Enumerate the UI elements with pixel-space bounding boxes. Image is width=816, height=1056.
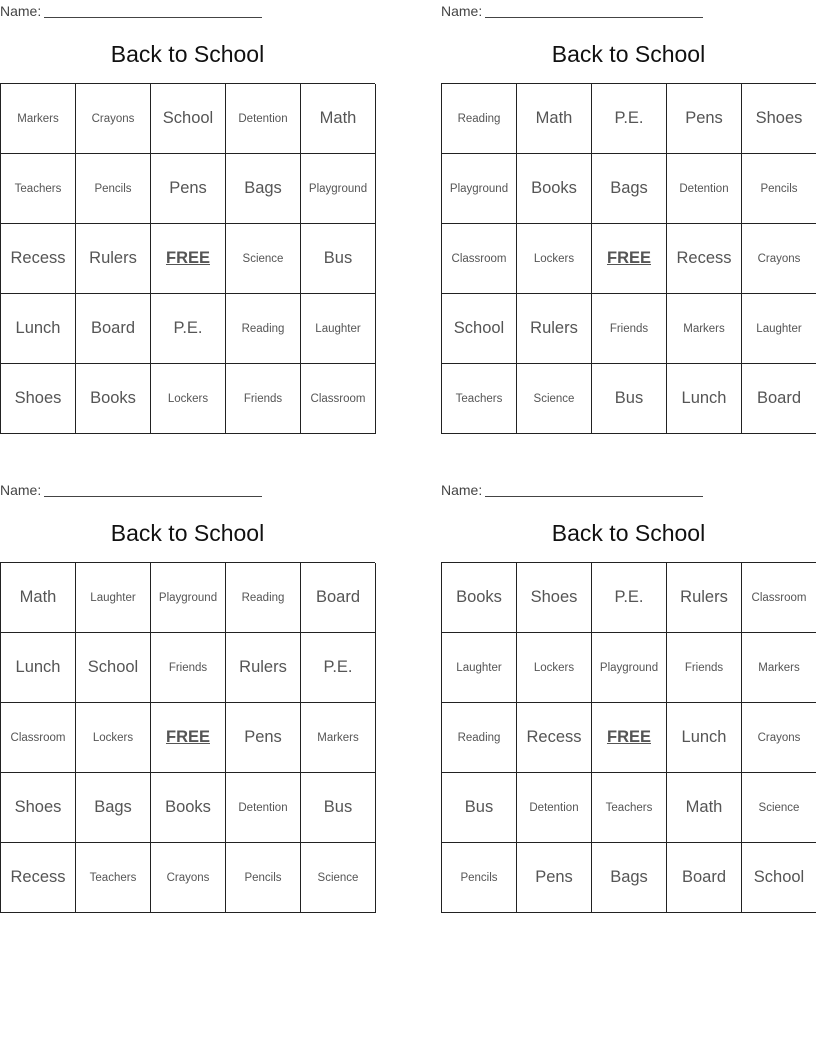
bingo-cell[interactable]: P.E.	[592, 563, 667, 633]
bingo-cell[interactable]: Markers	[1, 84, 76, 154]
bingo-cell[interactable]: Reading	[442, 84, 517, 154]
bingo-card-3	[0, 479, 375, 913]
bingo-cell[interactable]: Friends	[667, 633, 742, 703]
bingo-cell[interactable]: Pens	[667, 84, 742, 154]
bingo-cell[interactable]: Lunch	[1, 294, 76, 364]
bingo-cell[interactable]: Board	[76, 294, 151, 364]
bingo-cell[interactable]: School	[76, 633, 151, 703]
name-field[interactable]	[0, 479, 375, 501]
bingo-cell[interactable]: Pens	[151, 154, 226, 224]
bingo-cell[interactable]: School	[442, 294, 517, 364]
name-field[interactable]	[441, 0, 816, 22]
bingo-cell[interactable]: Shoes	[1, 773, 76, 843]
bingo-cell[interactable]: Science	[742, 773, 816, 843]
bingo-cell[interactable]: Pencils	[226, 843, 301, 913]
bingo-cell[interactable]: Teachers	[1, 154, 76, 224]
bingo-cell[interactable]: Pencils	[76, 154, 151, 224]
bingo-cell[interactable]: School	[151, 84, 226, 154]
bingo-cell[interactable]: Playground	[592, 633, 667, 703]
bingo-grid	[0, 83, 375, 434]
bingo-cell[interactable]: Detention	[226, 773, 301, 843]
bingo-cell[interactable]: Playground	[151, 563, 226, 633]
bingo-cell[interactable]: Bus	[301, 773, 376, 843]
bingo-cell[interactable]: Bus	[301, 224, 376, 294]
bingo-cell[interactable]: Markers	[742, 633, 816, 703]
bingo-cell[interactable]: Classroom	[301, 364, 376, 434]
bingo-cell[interactable]: Friends	[592, 294, 667, 364]
bingo-cell[interactable]: Reading	[226, 294, 301, 364]
bingo-cell[interactable]: Recess	[1, 843, 76, 913]
bingo-grid	[441, 562, 816, 913]
bingo-cell[interactable]: Playground	[442, 154, 517, 224]
bingo-cell[interactable]: Crayons	[76, 84, 151, 154]
free-space-cell[interactable]: FREE	[592, 703, 667, 773]
bingo-cell[interactable]: Bags	[226, 154, 301, 224]
bingo-cell[interactable]: Bus	[442, 773, 517, 843]
bingo-cell[interactable]: Detention	[226, 84, 301, 154]
bingo-cell[interactable]: Books	[151, 773, 226, 843]
bingo-cell[interactable]: Recess	[667, 224, 742, 294]
bingo-cell[interactable]: Math	[301, 84, 376, 154]
bingo-cell[interactable]: Math	[667, 773, 742, 843]
free-space-cell[interactable]: FREE	[151, 224, 226, 294]
name-label: Name:	[441, 482, 483, 498]
name-blank-line[interactable]	[44, 479, 262, 497]
name-field[interactable]	[441, 479, 816, 501]
card-title: Back to School	[551, 41, 706, 67]
bingo-cell[interactable]: Bus	[592, 364, 667, 434]
bingo-cell[interactable]: Books	[76, 364, 151, 434]
bingo-cell[interactable]: Books	[442, 563, 517, 633]
bingo-cell[interactable]: Crayons	[742, 224, 816, 294]
bingo-cell[interactable]: School	[742, 843, 816, 913]
bingo-cell[interactable]: Laughter	[442, 633, 517, 703]
bingo-cell[interactable]: Detention	[517, 773, 592, 843]
name-blank-line[interactable]	[44, 0, 262, 18]
bingo-cell[interactable]: Laughter	[742, 294, 816, 364]
bingo-cell[interactable]: Crayons	[151, 843, 226, 913]
bingo-cell[interactable]: Markers	[301, 703, 376, 773]
bingo-card-2	[441, 0, 816, 434]
name-label: Name:	[0, 482, 42, 498]
bingo-cell[interactable]: Bags	[76, 773, 151, 843]
bingo-cell[interactable]: Crayons	[742, 703, 816, 773]
bingo-cell[interactable]: Friends	[226, 364, 301, 434]
bingo-cell[interactable]: Rulers	[667, 563, 742, 633]
name-blank-line[interactable]	[485, 0, 703, 18]
bingo-grid	[441, 83, 816, 434]
bingo-cell[interactable]: Reading	[442, 703, 517, 773]
bingo-cell[interactable]: Science	[301, 843, 376, 913]
bingo-cell[interactable]: Science	[226, 224, 301, 294]
bingo-cell[interactable]: Pens	[226, 703, 301, 773]
bingo-cell[interactable]: Teachers	[76, 843, 151, 913]
card-title: Back to School	[551, 520, 706, 546]
bingo-cell[interactable]: Books	[517, 154, 592, 224]
name-field[interactable]	[0, 0, 375, 22]
bingo-cell[interactable]: Math	[517, 84, 592, 154]
bingo-cell[interactable]: Playground	[301, 154, 376, 224]
bingo-card-4	[441, 479, 816, 913]
bingo-cell[interactable]: Shoes	[1, 364, 76, 434]
bingo-cell[interactable]: Laughter	[76, 563, 151, 633]
bingo-cell[interactable]: P.E.	[151, 294, 226, 364]
bingo-cell[interactable]: Teachers	[592, 773, 667, 843]
bingo-cell[interactable]: Recess	[1, 224, 76, 294]
name-blank-line[interactable]	[485, 479, 703, 497]
bingo-cell[interactable]: Math	[1, 563, 76, 633]
bingo-cell[interactable]: Lunch	[667, 364, 742, 434]
bingo-cell[interactable]: Lockers	[517, 224, 592, 294]
card-title: Back to School	[110, 41, 265, 67]
bingo-cell[interactable]: Friends	[151, 633, 226, 703]
bingo-cell[interactable]: Bags	[592, 843, 667, 913]
bingo-cell[interactable]: Rulers	[226, 633, 301, 703]
bingo-cell[interactable]: Detention	[667, 154, 742, 224]
bingo-cell[interactable]: Teachers	[442, 364, 517, 434]
bingo-card-1	[0, 0, 375, 434]
bingo-cell[interactable]: Board	[667, 843, 742, 913]
bingo-grid	[0, 562, 375, 913]
bingo-cell[interactable]: Reading	[226, 563, 301, 633]
bingo-cell[interactable]: Lockers	[151, 364, 226, 434]
bingo-cell[interactable]: Pencils	[742, 154, 816, 224]
bingo-cell[interactable]: Bags	[592, 154, 667, 224]
free-space-cell[interactable]: FREE	[151, 703, 226, 773]
free-space-cell[interactable]: FREE	[592, 224, 667, 294]
bingo-cell[interactable]: P.E.	[592, 84, 667, 154]
bingo-cell[interactable]: Lockers	[517, 633, 592, 703]
bingo-cell[interactable]: P.E.	[301, 633, 376, 703]
bingo-cell[interactable]: Rulers	[76, 224, 151, 294]
bingo-cell[interactable]: Laughter	[301, 294, 376, 364]
bingo-cell[interactable]: Pens	[517, 843, 592, 913]
bingo-cell[interactable]: Shoes	[742, 84, 816, 154]
bingo-cell[interactable]: Lunch	[667, 703, 742, 773]
bingo-cell[interactable]: Board	[301, 563, 376, 633]
bingo-cell[interactable]: Classroom	[1, 703, 76, 773]
bingo-cell[interactable]: Recess	[517, 703, 592, 773]
bingo-cell[interactable]: Science	[517, 364, 592, 434]
bingo-cell[interactable]: Classroom	[442, 224, 517, 294]
bingo-cell[interactable]: Shoes	[517, 563, 592, 633]
bingo-cell[interactable]: Classroom	[742, 563, 816, 633]
bingo-cell[interactable]: Board	[742, 364, 816, 434]
name-label: Name:	[0, 3, 42, 19]
bingo-cell[interactable]: Lockers	[76, 703, 151, 773]
bingo-cell[interactable]: Pencils	[442, 843, 517, 913]
bingo-cell[interactable]: Markers	[667, 294, 742, 364]
name-label: Name:	[441, 3, 483, 19]
card-title: Back to School	[110, 520, 265, 546]
bingo-cell[interactable]: Lunch	[1, 633, 76, 703]
bingo-cell[interactable]: Rulers	[517, 294, 592, 364]
